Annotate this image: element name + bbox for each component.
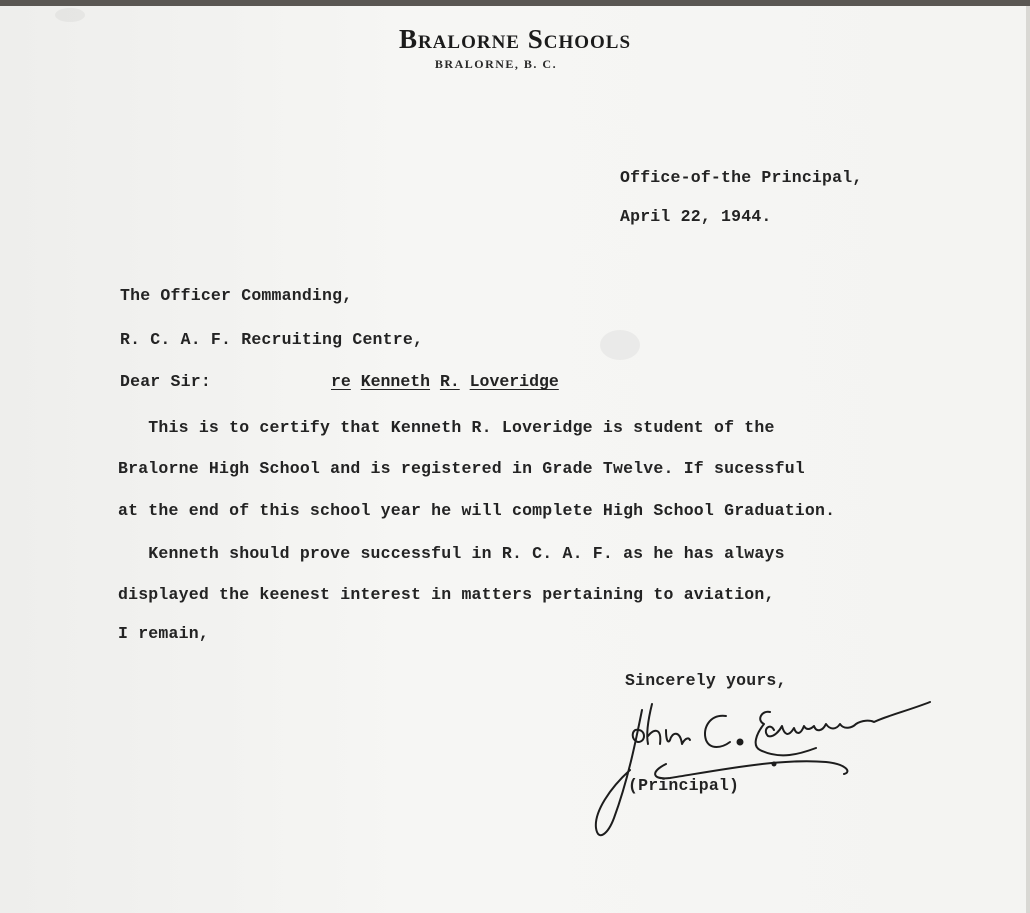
salutation: Dear Sir: (120, 372, 211, 391)
paper-smudge (55, 8, 85, 22)
recipient-line-2: R. C. A. F. Recruiting Centre, (120, 330, 424, 349)
reference-line (331, 372, 559, 391)
scan-right-edge (1026, 6, 1030, 913)
body-line: Bralorne High School and is registered in Grade Twelve. If sucessful (118, 459, 805, 478)
signer-title: (Principal) (628, 776, 740, 795)
body-line: displayed the keenest interest in matters pertaining to aviation, (118, 585, 775, 604)
body-line: This is to certify that Kenneth R. Loveridge is student of the (118, 418, 775, 437)
body-line: at the end of this school year he will complete High School Graduation. (118, 501, 836, 520)
recipient-line-1: The Officer Commanding, (120, 286, 353, 305)
body-line: Kenneth should prove successful in R. C. A. F. as he has always (118, 544, 785, 563)
closing-remark: I remain, (118, 624, 209, 643)
reference-prefix: re (331, 372, 351, 391)
letter-date: April 22, 1944. (620, 207, 772, 226)
letterhead-subtitle: BRALORNE, B. C. (434, 57, 558, 71)
reference-initial: R. (439, 372, 460, 391)
sender-office: Office-of-the Principal, (620, 168, 863, 187)
reference-last-name: Loveridge (469, 372, 559, 391)
reference-first-name: Kenneth (360, 372, 431, 391)
letterhead-title: Bralorne Schools (398, 24, 632, 54)
handwritten-signature (590, 700, 950, 850)
complimentary-close: Sincerely yours, (625, 671, 787, 690)
paper-smudge (600, 330, 640, 360)
